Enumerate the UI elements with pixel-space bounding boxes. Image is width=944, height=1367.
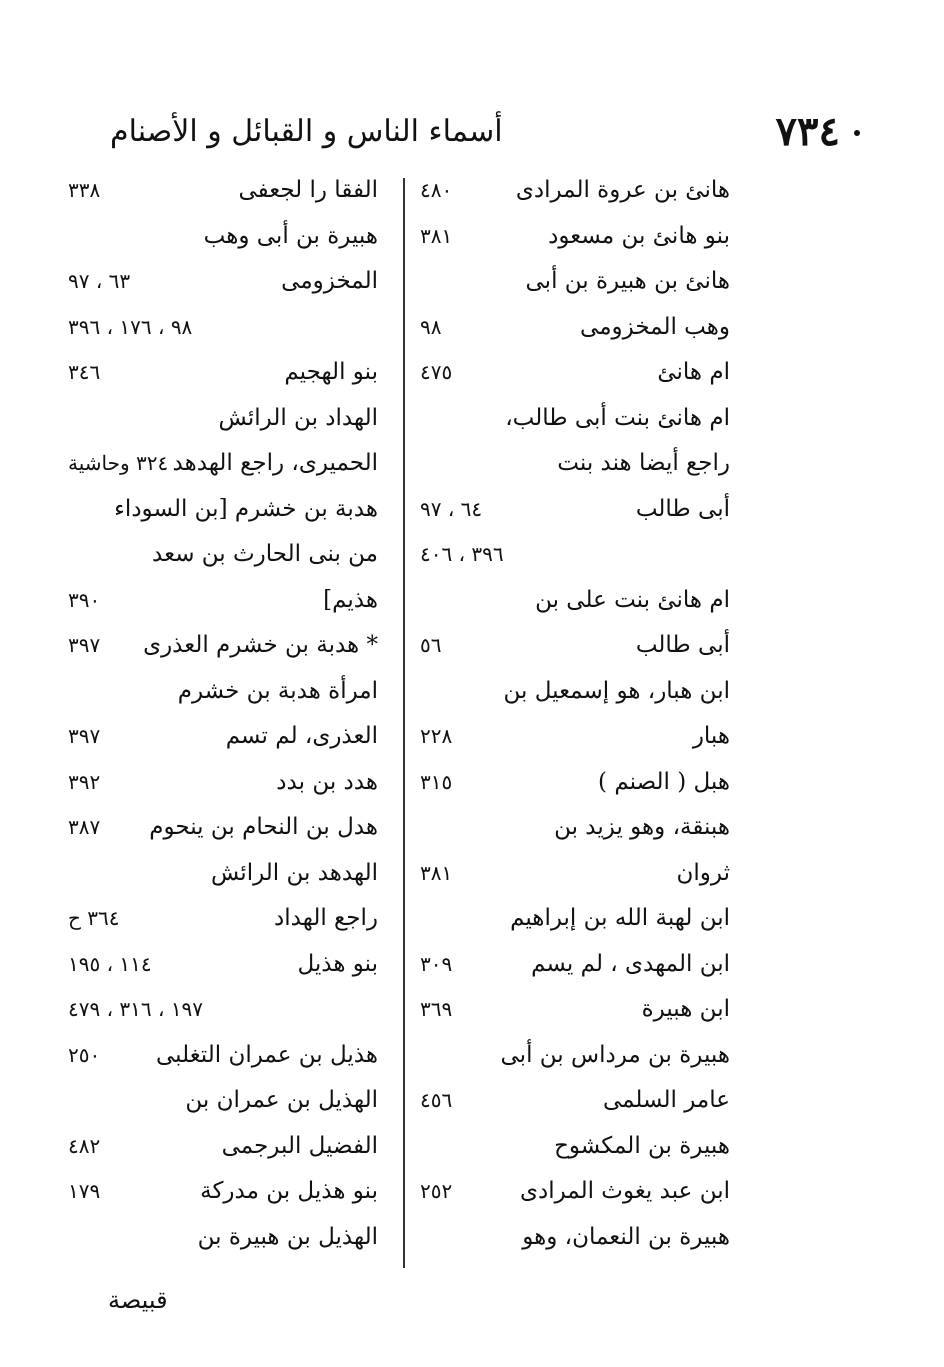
catchword: قبيصة	[108, 1286, 168, 1314]
index-entry	[58, 487, 398, 533]
entry-pages: ٣٤٦	[68, 360, 101, 384]
index-entry	[410, 578, 740, 624]
entry-name: ام هانئ بنت أبى طالب،	[505, 404, 730, 431]
entry-name: هدبة بن خشرم [بن السوداء	[114, 495, 378, 522]
index-entry	[410, 623, 740, 669]
entry-pages: ٣٩٦ ، ٤٠٦	[420, 542, 504, 566]
index-entry	[58, 441, 398, 487]
entry-name: الهذيل بن عمران بن	[185, 1087, 378, 1113]
entry-name: ابن هبار، هو إسمعيل بن	[503, 677, 730, 704]
index-entry	[410, 168, 740, 214]
entry-name: العذرى، لم تسم	[225, 723, 378, 749]
index-entry	[410, 214, 740, 260]
index-entry	[58, 1169, 398, 1215]
entry-name: من بنى الحارث بن سعد	[152, 541, 378, 567]
index-column-right	[410, 168, 740, 1260]
index-entry	[58, 396, 398, 442]
index-entry	[410, 1078, 740, 1124]
entry-name: هذيم]	[323, 586, 378, 613]
index-entry	[410, 1124, 740, 1170]
entry-pages: ٣٩٠	[68, 587, 101, 612]
entry-pages: ٦٣ ، ٩٧	[68, 269, 131, 293]
index-entry	[410, 350, 740, 396]
index-entry	[410, 1033, 740, 1079]
entry-pages: ٤٨٠	[420, 178, 453, 202]
entry-pages: ١٩٧ ، ٣١٦ ، ٤٧٩	[68, 997, 204, 1021]
entry-pages: ١١٤ ، ١٩٥	[68, 951, 152, 976]
entry-name: هدد بن بدد	[276, 768, 378, 795]
index-entry	[410, 942, 740, 988]
entry-pages: ٤٨٢	[68, 1133, 101, 1158]
entry-name: هدل بن النحام بن ينحوم	[149, 814, 378, 840]
entry-pages: ٣٦٤ ح	[68, 906, 120, 930]
index-entry	[410, 987, 740, 1033]
entry-name: ام هانئ بنت على بن	[535, 586, 730, 613]
entry-name: ابن لهبة الله بن إبراهيم	[510, 905, 730, 931]
index-entry	[410, 259, 740, 305]
entry-name: ابن المهدى ، لم يسم	[531, 950, 730, 977]
entry-pages: ٤٧٥	[420, 360, 453, 384]
entry-pages: ٣٦٩	[420, 997, 453, 1021]
index-entry	[410, 441, 740, 487]
entry-name: أبى طالب	[635, 632, 730, 658]
running-title: أسماء الناس و القبائل و الأصنام	[110, 114, 503, 149]
entry-name: هبنقة، وهو يزيد بن	[554, 814, 730, 840]
entry-name: الهدهد بن الرائش	[210, 859, 378, 886]
index-entry	[58, 851, 398, 897]
entry-name: * هدبة بن خشرم العذرى	[143, 632, 378, 658]
index-entry	[58, 259, 398, 305]
entry-name: المخزومى	[281, 268, 378, 294]
index-entry	[58, 987, 398, 1033]
index-entry	[58, 1033, 398, 1079]
entry-pages: ٣٨٧	[68, 815, 101, 839]
index-entry	[410, 532, 740, 578]
index-entry	[58, 532, 398, 578]
entry-pages: ٤٥٦	[420, 1088, 453, 1112]
index-entry	[410, 805, 740, 851]
entry-pages: ٣٩٧	[68, 633, 101, 657]
entry-pages: ٩٨	[420, 314, 442, 339]
entry-name: امرأة هدبة بن خشرم	[177, 677, 378, 704]
index-column-left	[58, 168, 398, 1260]
entry-name: أبى طالب	[635, 495, 730, 522]
entry-pages: ٢٥٠	[68, 1042, 101, 1067]
entry-pages: ٣٠٩	[420, 951, 453, 976]
index-entry	[410, 669, 740, 715]
page-number: ٧٣٤	[775, 108, 840, 155]
entry-pages: ٣٢٤ وحاشية	[68, 451, 169, 475]
entry-name: الهذيل بن هبيرة بن	[197, 1223, 378, 1250]
entry-name: الهداد بن الرائش	[218, 404, 378, 431]
entry-name: هانئ بن عروة المرادى	[515, 177, 730, 203]
entry-name: ابن عبد يغوث المرادى	[519, 1178, 730, 1204]
entry-name: ام هانئ	[657, 359, 730, 385]
index-entry	[58, 350, 398, 396]
entry-name: الفضيل البرجمى	[221, 1132, 378, 1159]
entry-pages: ١٧٩	[68, 1179, 101, 1203]
index-entry	[58, 623, 398, 669]
index-entry	[410, 851, 740, 897]
entry-name: وهب المخزومى	[580, 313, 730, 340]
index-entry	[58, 896, 398, 942]
entry-pages: ٦٤ ، ٩٧	[420, 496, 483, 521]
entry-name: هذيل بن عمران التغلبى	[155, 1041, 378, 1068]
entry-pages: ٣٨١	[420, 860, 453, 885]
entry-pages: ٢٥٢	[420, 1179, 453, 1203]
entry-pages: ٥٦	[420, 633, 442, 657]
index-entry	[58, 760, 398, 806]
index-entry	[410, 1169, 740, 1215]
entry-name: هبيرة بن أبى وهب	[203, 222, 378, 249]
index-entry	[410, 305, 740, 351]
index-entry	[58, 669, 398, 715]
index-entry	[58, 1078, 398, 1124]
index-entry	[58, 805, 398, 851]
entry-name: هانئ بن هبيرة بن أبى	[525, 268, 730, 294]
entry-name: عامر السلمى	[602, 1087, 730, 1113]
index-entry	[58, 305, 398, 351]
entry-name: هبار	[692, 723, 730, 749]
entry-name: بنو هذيل	[297, 950, 378, 977]
page-header	[100, 108, 900, 168]
index-entry	[410, 396, 740, 442]
column-divider	[403, 178, 405, 1268]
entry-pages: ٣٣٨	[68, 178, 101, 202]
entry-name: ثروان	[676, 859, 730, 886]
entry-name: بنو هانئ بن مسعود	[548, 222, 730, 249]
entry-pages: ٣١٥	[420, 769, 453, 794]
index-entry	[410, 1215, 740, 1261]
index-entry	[410, 487, 740, 533]
index-entry	[58, 1215, 398, 1261]
entry-name: هبيرة بن مرداس بن أبى	[500, 1041, 730, 1068]
index-entry	[410, 760, 740, 806]
entry-pages: ٣٩٧	[68, 724, 101, 748]
entry-name: الحميرى، راجع الهدهد	[172, 450, 378, 476]
entry-pages: ٣٨١	[420, 223, 453, 248]
index-entry	[58, 168, 398, 214]
index-entry	[58, 214, 398, 260]
entry-name: راجع أيضا هند بنت	[557, 450, 730, 476]
entry-name: الفقا را لجعفى	[238, 177, 378, 203]
index-entry	[58, 578, 398, 624]
entry-name: هبل ( الصنم )	[598, 768, 730, 795]
entry-name: ابن هبيرة	[641, 996, 730, 1022]
index-entry	[58, 714, 398, 760]
entry-name: راجع الهداد	[274, 905, 378, 931]
entry-name: هبيرة بن النعمان، وهو	[522, 1223, 730, 1250]
index-entry	[410, 896, 740, 942]
entry-name: بنو الهجيم	[284, 359, 378, 385]
entry-name: بنو هذيل بن مدركة	[200, 1178, 378, 1204]
index-entry	[58, 942, 398, 988]
entry-pages: ٩٨ ، ١٧٦ ، ٣٩٦	[68, 314, 193, 339]
index-entry	[410, 714, 740, 760]
entry-name: هبيرة بن المكشوح	[554, 1132, 730, 1159]
entry-pages: ٢٢٨	[420, 724, 453, 748]
index-entry	[58, 1124, 398, 1170]
entry-pages: ٣٩٢	[68, 769, 101, 794]
